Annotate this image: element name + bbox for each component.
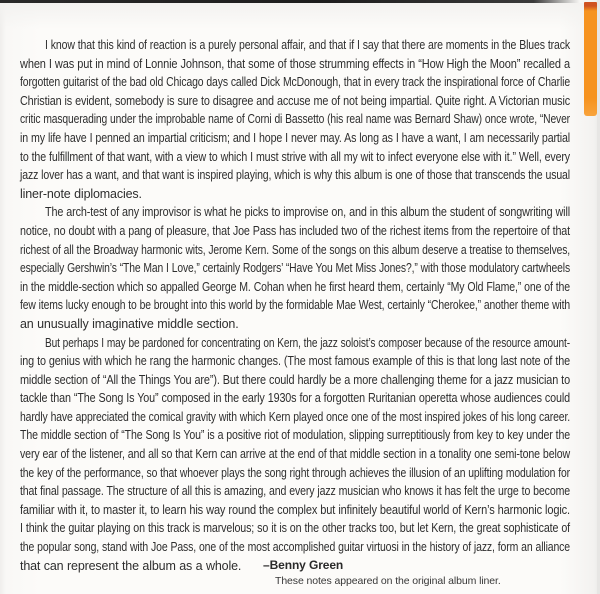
text-line: middle section of “All the Things You are”). But there could hardly be a more challenging theme for a jazz musician to: [20, 372, 570, 387]
text-line: I think the guitar playing on this track is marvelous; so it is on the other tracks too, but let Kern, the great sophisticate of: [20, 521, 570, 536]
text-line: especially Gershwin’s “The Man I Love,” certainly Rodgers’ “Have You Met Miss Jones?,” with those modulatory cartwheels: [20, 261, 570, 276]
text-line: jazz lover has a want, and that want is inspired playing, which is why this album is one of those that transcends the usual: [20, 168, 570, 183]
text-line: I know that this kind of reaction is a purely personal affair, and that if I say that there are moments in the Blues track: [45, 38, 570, 52]
text-line: in the middle-section which so appalled George M. Cohan when he first heard them, certainly “My Old Flame,” one of the: [20, 279, 570, 294]
text-line: richest of all the Broadway harmonic wits, Jerome Kern. Some of the songs on this album deserve a treatise to themselves,: [20, 242, 570, 257]
text-line: familiar with it, to master it, to learn his way round the complex but infinitely beautiful world of Kern’s harmonic logic.: [20, 502, 570, 517]
text-line: in my life have I penned an impartial criticism; and I hope I never may. As long as I have a want, I am necessarily partial: [20, 130, 570, 145]
attribution-block: [263, 556, 501, 588]
text-line: ing to genius with which he rang the harmonic changes. (The most famous example of this is that long last note of the: [20, 354, 570, 369]
text-line: The middle section of “The Song Is You” is a positive riot of modulation, slipping surreptitiously from key to key under the: [20, 428, 570, 443]
text-line: The arch-test of any improvisor is what he picks to improvise on, and in this album the student of songwriting will: [45, 205, 570, 220]
text-line: forgotten guitarist of the bad old Chicago days called Dick McDonough, that in every track the inspirational force of Charlie: [20, 75, 570, 90]
text-line: an unusually imaginative middle section.: [20, 316, 239, 331]
text-line: critic masquerading under the improbable name of Corni di Bassetto (his real name was Bernard Shaw) once wrote, “Never: [20, 112, 570, 127]
text-line: hardly have appreciated the comical gravity with which Kern played once one of the most inspired jokes of his long career.: [20, 409, 570, 424]
author-credit: –Benny Green: [263, 558, 344, 572]
text-line: that final passage. The structure of all this is amazing, and every jazz musician who knows it has felt the urge to become: [20, 484, 570, 499]
text-line: to the fulfillment of that want, with a view to which I must strive with all my wit to infect everyone else with it.” Well, every: [20, 149, 570, 164]
text-line: Christian is evident, somebody is sure to disagree and accuse me of not being impartial. Quite right. A Victorian music: [20, 93, 570, 108]
text-line: the popular song, stand with Joe Pass, one of the most accomplished guitar virtuosi in the history of jazz, form an alliance: [20, 540, 570, 555]
text-line: when I was put in mind of Lonnie Johnson, that some of those strumming effects in “How High the Moon” recalled a: [20, 56, 570, 71]
text-line: liner-note diplomacies.: [20, 186, 142, 201]
liner-notes-text: [20, 36, 570, 575]
text-line: that can represent the album as a whole.: [20, 558, 242, 573]
text-line: the key of the performance, so that whoever plays the song right through achieves the illusion of an uplifting modulation for: [20, 465, 570, 480]
text-line: very ear of the listener, and all so that Kern can arrive at the end of that middle section in a tonality one semi-tone below: [20, 447, 570, 462]
scan-top-shading: [0, 3, 600, 29]
text-line: notice, no doubt with a pang of pleasure, that Joe Pass has included two of the richest items from the repertoire of that: [20, 223, 570, 238]
text-line: tackle than “The Song Is You” composed in the early 1930s for a forgotten Ruritanian operetta whose audiences could: [20, 391, 570, 406]
liner-footnote: These notes appeared on the original album liner.: [275, 575, 501, 588]
text-line: few items lucky enough to be brought into this world by the formidable Mae West, certainly “Cherokee,” another theme with: [20, 298, 570, 313]
text-line: But perhaps I may be pardoned for concentrating on Kern, the jazz soloist’s composer because of the resource amount-: [45, 335, 570, 350]
orange-accent-stripe: [584, 2, 597, 116]
